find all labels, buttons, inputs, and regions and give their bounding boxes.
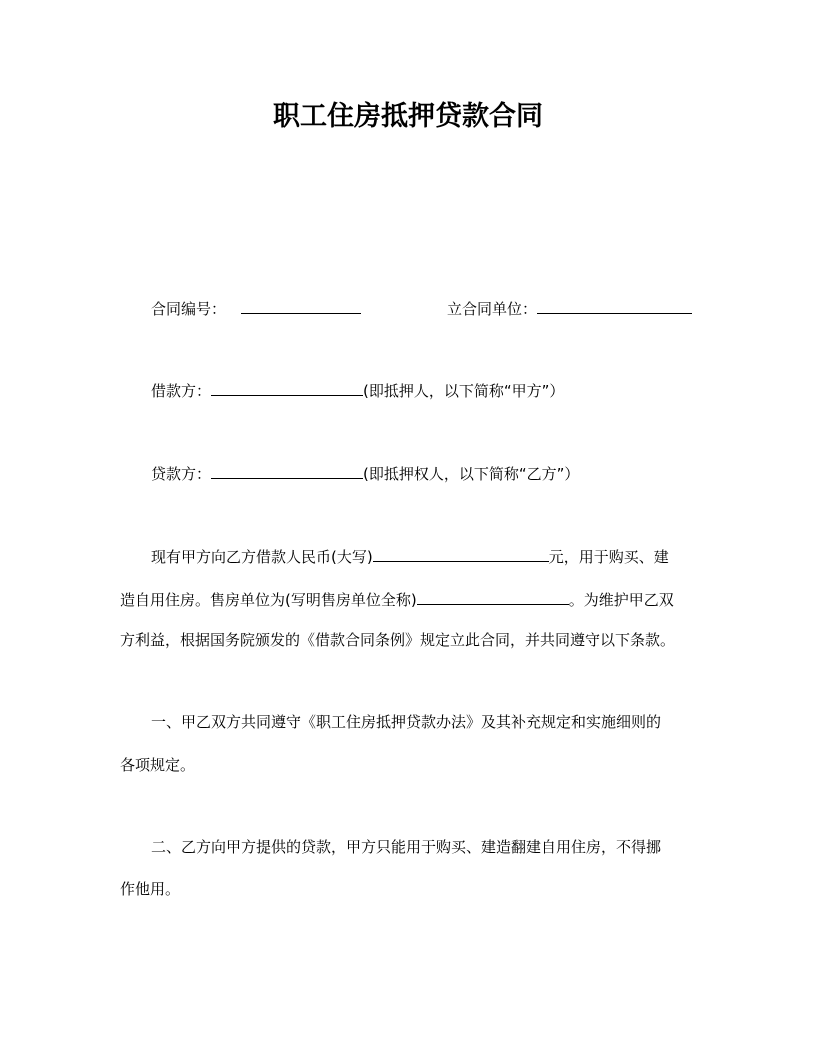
lender-row: [151, 463, 579, 484]
clause2-line2: 作他用。: [120, 880, 181, 898]
para1-line2: [120, 589, 674, 610]
lender-label: 贷款方：: [151, 465, 212, 483]
para1-line1: [151, 546, 669, 567]
clause2-line1: 二、乙方向甲方提供的贷款，甲方只能用于购买、建造翻建自用住房，不得挪: [151, 838, 662, 856]
borrower-note: (即抵押人，以下简称“甲方”）: [363, 382, 565, 400]
clause1-line1: 一、甲乙双方共同遵守《职工住房抵押贷款办法》及其补充规定和实施细则的: [151, 713, 662, 731]
clause1-line2: 各项规定。: [120, 756, 196, 774]
para1-line3: 方利益，根据国务院颁发的《借款合同条例》规定立此合同，并共同遵守以下条款。: [120, 631, 676, 649]
lender-note: (即抵押权人，以下简称“乙方”）: [363, 465, 580, 483]
contract-header-row: [151, 298, 361, 319]
lender-blank: [211, 463, 363, 479]
seller-name-blank: [417, 589, 569, 605]
borrower-label: 借款方：: [151, 382, 212, 400]
para1-line2-text-a: 造自用住房。售房单位为(写明售房单位全称): [120, 591, 417, 609]
para1-line1-text-b: 元，用于购买、建: [548, 548, 669, 566]
loan-amount-blank: [373, 546, 549, 562]
contract-no-label: 合同编号：: [151, 300, 227, 318]
contract-unit-row: [447, 298, 692, 319]
para1-line2-text-b: 。为维护甲乙双: [568, 591, 674, 609]
document-title: 职工住房抵押贷款合同: [273, 101, 543, 132]
borrower-blank: [211, 380, 363, 396]
para1-line1-text-a: 现有甲方向乙方借款人民币(大写): [151, 548, 373, 566]
contract-unit-label: 立合同单位：: [447, 300, 538, 318]
contract-unit-blank: [537, 298, 692, 314]
contract-no-blank: [241, 298, 361, 314]
borrower-row: [151, 380, 564, 401]
